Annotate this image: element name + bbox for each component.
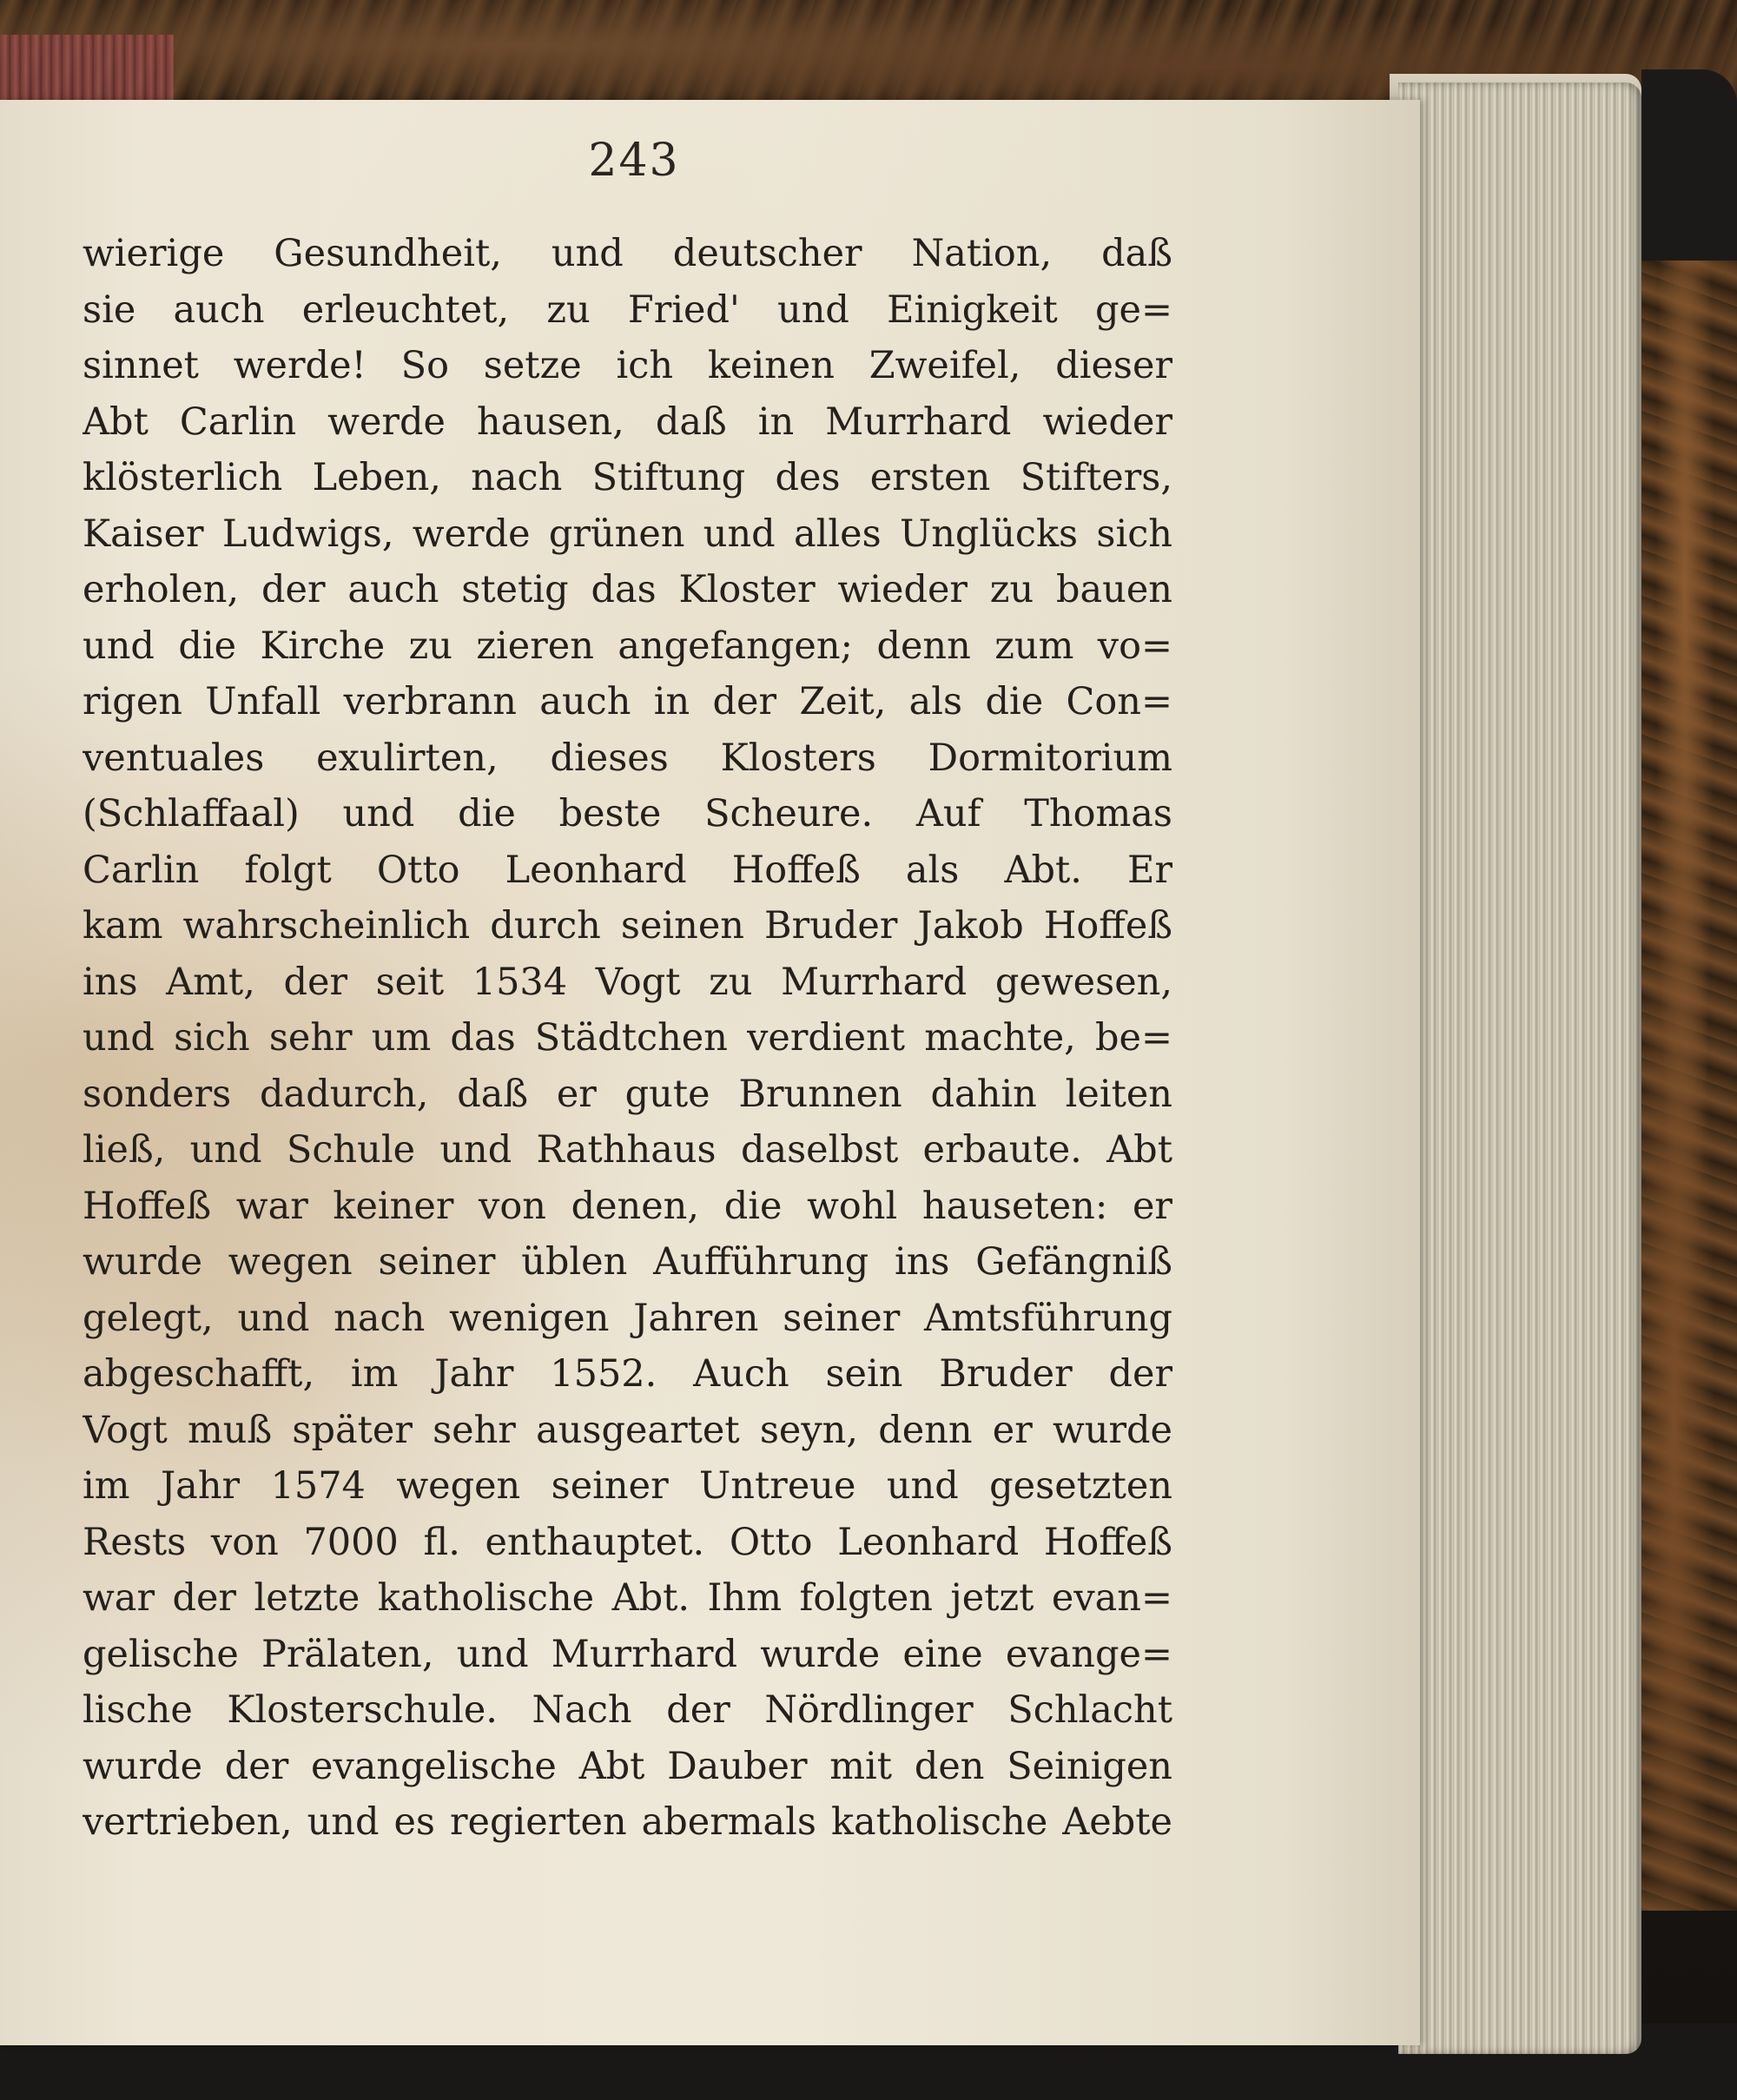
- text-line: abgeschafft, im Jahr 1552. Auch sein Bruder der: [83, 1352, 1172, 1396]
- text-line: gelegt, und nach wenigen Jahren seiner Amtsführung: [83, 1296, 1172, 1340]
- text-line: rigen Unfall verbrann auch in der Zeit, als die Con=: [83, 680, 1172, 723]
- text-line: ließ, und Schule und Rathhaus daselbst erbaute. Abt: [83, 1128, 1172, 1172]
- text-line: Abt Carlin werde hausen, daß in Murrhard wieder: [83, 400, 1172, 444]
- text-line: (Schlaffaal) und die beste Scheure. Auf Thomas: [83, 792, 1172, 835]
- text-line: wurde wegen seiner üblen Aufführung ins Gefängniß: [83, 1240, 1172, 1284]
- text-line: kam wahrscheinlich durch seinen Bruder Jakob Hoffeß: [83, 904, 1172, 948]
- marbled-cover-right: [1633, 261, 1737, 1911]
- text-line: Carlin folgt Otto Leonhard Hoffeß als Abt. Er: [83, 848, 1172, 892]
- text-line: wurde der evangelische Abt Dauber mit den Seinigen: [83, 1744, 1172, 1788]
- text-line: klösterlich Leben, nach Stiftung des ersten Stifters,: [83, 456, 1172, 499]
- text-line: lische Klosterschule. Nach der Nördlinger Schlacht: [83, 1688, 1172, 1732]
- page-number: 243: [588, 135, 680, 187]
- text-line: Kaiser Ludwigs, werde grünen und alles Unglücks sich: [83, 512, 1172, 556]
- text-line: ins Amt, der seit 1534 Vogt zu Murrhard gewesen,: [83, 960, 1172, 1004]
- text-line: Vogt muß später sehr ausgeartet seyn, denn er wurde: [83, 1408, 1172, 1452]
- book-page: [0, 100, 1420, 2045]
- text-line: vertrieben, und es regierten abermals katholische Aebte: [83, 1800, 1172, 1844]
- text-line: und die Kirche zu zieren angefangen; denn zum vo=: [83, 624, 1172, 668]
- text-line: wierige Gesundheit, und deutscher Nation, daß: [83, 232, 1172, 275]
- page-block-edges: [1398, 83, 1641, 2054]
- text-line: und sich sehr um das Städtchen verdient machte, be=: [83, 1016, 1172, 1060]
- cover-corner-right: [1641, 69, 1737, 278]
- cover-spine-corner: [0, 35, 174, 104]
- text-line: sie auch erleuchtet, zu Fried' und Einigkeit ge=: [83, 287, 1172, 332]
- text-line: Hoffeß war keiner von denen, die wohl hauseten: er: [83, 1184, 1172, 1228]
- text-line: Rests von 7000 fl. enthauptet. Otto Leonhard Hoffeß: [83, 1520, 1172, 1564]
- text-line: ventuales exulirten, dieses Klosters Dormitorium: [83, 736, 1172, 780]
- body-text: [83, 226, 1172, 1851]
- text-line: sonders dadurch, daß er gute Brunnen dahin leiten: [83, 1072, 1172, 1116]
- text-line: erholen, der auch stetig das Kloster wieder zu bauen: [83, 568, 1172, 611]
- text-line: im Jahr 1574 wegen seiner Untreue und gesetzten: [83, 1464, 1172, 1508]
- text-line: sinnet werde! So setze ich keinen Zweifel, dieser: [83, 344, 1172, 387]
- text-line: war der letzte katholische Abt. Ihm folgten jetzt evan=: [83, 1576, 1172, 1620]
- text-line: gelische Prälaten, und Murrhard wurde eine evange=: [83, 1632, 1172, 1676]
